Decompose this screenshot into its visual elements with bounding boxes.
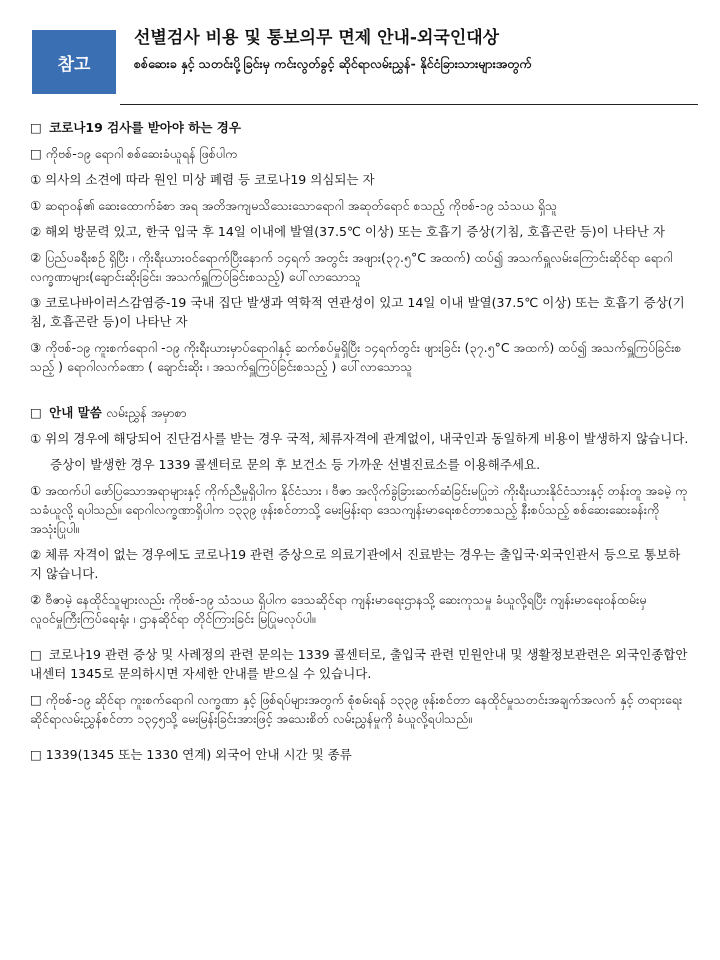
- reference-badge: 참고: [32, 30, 116, 94]
- item1-korean: ① 의사의 소견에 따라 원인 미상 폐렴 등 코로나19 의심되는 자: [30, 172, 375, 187]
- section1-heading: [30, 118, 692, 137]
- header-divider: [120, 104, 698, 105]
- item1-myanmar: ① ဆရာဝန်၏ ဆေးထောက်ခံစာ အရ အတိအကျမသိသေးသောရောဂါ အဆုတ်ရောင် စသည့် ကိုဗစ်-၁၉ သံသယ ရှိသူ: [30, 198, 558, 213]
- checkbox-square-icon: □: [30, 405, 42, 420]
- inquiry-korean-text: 코로나19 관련 증상 및 사례정의 관련 문의는 1339 콜센터로, 출입국 관련 민원안내 및 생활정보관련은 외국인종합안내센터 1345로 문의하시면 자세한 안내를 받으실 수 있습니다.: [30, 647, 688, 681]
- section1-heading-myanmar: □ ကိုဗစ်-၁၉ ရောဂါ စစ်ဆေးခံယူရန် ဖြစ်ပါက: [30, 146, 238, 161]
- section-spacer: [30, 383, 692, 403]
- inquiry-myanmar: □ ကိုဗစ်-၁၉ ဆိုင်ရာ ကူးစက်ရောဂါ လက္ခဏာ နှင့် ဖြစ်ရပ်များအတွက် စုံစမ်းရန် ၁၃၃၉ ဖုန်းစင်တာ နေထိုင်မှုသတင်းအချက်အလက် နှင့် တရားရေးဆိုင်ရာလမ်းညွှန်စင်တာ ၁၃၄၅သို့ မေးမြန်းခြင်းအားဖြင့် အသေးစိတ် လမ်းညွှန်မှုကို ခံယူလို့ရပါသည်။: [30, 692, 683, 726]
- footer-line: □ 1339(1345 또는 1330 연계) 외국어 안내 시간 및 종류: [30, 747, 352, 762]
- notice1-myanmar: ① အထက်ပါ ဖော်ပြသောအရာများနှင့် ကိုက်ညီမှုရှိပါက နိုင်ငံသား ၊ ဗီဇာ အလိုက်ခွဲခြားဆက်ဆံခြင်းမပြုဘဲ ကိုးရီးယားနိုင်ငံသားနှင့် တန်းတူ အခမဲ့ ကုသခံယူလို့ ရပါသည်။ ရောဂါလက္ခဏာရှိပါက ၁၃၃၉ ဖုန်းစင်တာသို့ မေးမြန်းရာ ဒေသကျန်းမာရေးစင်တာစသည့် နီးစပ်သည့် စစ်ဆေးဆေးခန်းကို အသုံးပြုပါ။: [30, 483, 688, 536]
- section1-heading-text: 코로나19 검사를 받아야 하는 경우: [49, 120, 241, 135]
- item3-korean: ③ 코로나바이러스감염증-19 국내 집단 발생과 역학적 연관성이 있고 14일 이내 발열(37.5℃ 이상) 또는 호흡기 증상(기침, 호흡곤란 등)이 나타난 자: [30, 295, 685, 329]
- notice2-korean: 증상이 발생한 경우 1339 콜센터로 문의 후 보건소 등 가까운 선별진료소를 이용해주세요.: [50, 457, 541, 472]
- inquiry-korean: [30, 645, 692, 683]
- section-spacer: [30, 635, 692, 645]
- section2-heading-text: 안내 말씀: [49, 405, 102, 420]
- notice3-myanmar: ② ဗီဇာမဲ့ နေထိုင်သူများလည်း ကိုဗစ်-၁၉ သံသယ ရှိပါက ဒေသဆိုင်ရာ ကျန်းမာရေးဌာနသို့ ဆေးကုသမှု ခံယူလို့ရပြီး ကျန်းမာရေးဝန်ထမ်းမှ လူဝင်မှုကြီးကြပ်ရေးရုံး ၊ ဌာနဆိုင်ရာ တိုင်ကြားခြင်း မြပြုမလုပ်ပါ။: [30, 592, 647, 626]
- checkbox-square-icon: □: [30, 120, 42, 135]
- item3-myanmar: ③ ကိုဗစ်-၁၉ ကူးစက်ရောဂါ -၁၉ ကိုးရီးယားမှာပ်ရောဂါနှင့် ဆက်စပ်မှုရှိပြီး ၁၄ရက်တွင်း ဖျားခြင်း (၃၇.၅°C အထက်) ထပ်၍ အသက်ရှူကြပ်ခြင်းစသည့် ) ရောဂါလက်ခဏာ ( ချောင်းဆိုး ၊ အသက်ရှူကြပ်ခြင်းစသည့် ) ပေါ်လာသောသူ: [30, 340, 682, 374]
- notice-title: 선별검사 비용 및 통보의무 면제 안내-외국인대상: [134, 28, 500, 48]
- item2-korean: ② 해외 방문력 있고, 한국 입국 후 14일 이내에 발열(37.5℃ 이상) 또는 호흡기 증상(기침, 호흡곤란 등)이 나타난 자: [30, 224, 665, 239]
- section-spacer: [30, 735, 692, 745]
- header-text: [134, 26, 694, 74]
- item2-myanmar: ② ပြည်ပခရီးစဉ် ရှိပြီး ၊ ကိုးရီးယားဝင်ရောက်ပြီးနောက် ၁၄ရက် အတွင်း အဖျား(၃၇.၅°C အထက်) ထပ်၍ အသက်ရှူလမ်းကြောင်းဆိုင်ရာ ရောဂါလက္ခဏာများ(ချောင်းဆိုးခြင်း၊ အသက်ရှူကြပ်ခြင်းစသည့်) ပေါ်လာသောသူ: [30, 250, 673, 284]
- notice3-korean: ② 체류 자격이 없는 경우에도 코로나19 관련 증상으로 의료기관에서 진료받는 경우는 출입국·외국인관서 등으로 통보하지 않습니다.: [30, 547, 681, 581]
- notice-header: [22, 22, 698, 110]
- notice-subtitle-myanmar: စစ်ဆေးခ နှင့် သတင်းပို့ခြင်းမှ ကင်းလွတ်ခွင့် ဆိုင်ရာလမ်းညွှန်- နိုင်ငံခြားသားများအတွက်: [134, 56, 532, 71]
- section2-heading: [30, 403, 692, 422]
- document-body: [30, 118, 692, 771]
- checkbox-square-icon: □: [30, 647, 42, 662]
- notice1-korean: ① 위의 경우에 해당되어 진단검사를 받는 경우 국적, 체류자격에 관계없이, 내국인과 동일하게 비용이 발생하지 않습니다.: [30, 431, 689, 446]
- section2-heading-myanmar: လမ်းညွှန် အမှာစာ: [106, 405, 187, 420]
